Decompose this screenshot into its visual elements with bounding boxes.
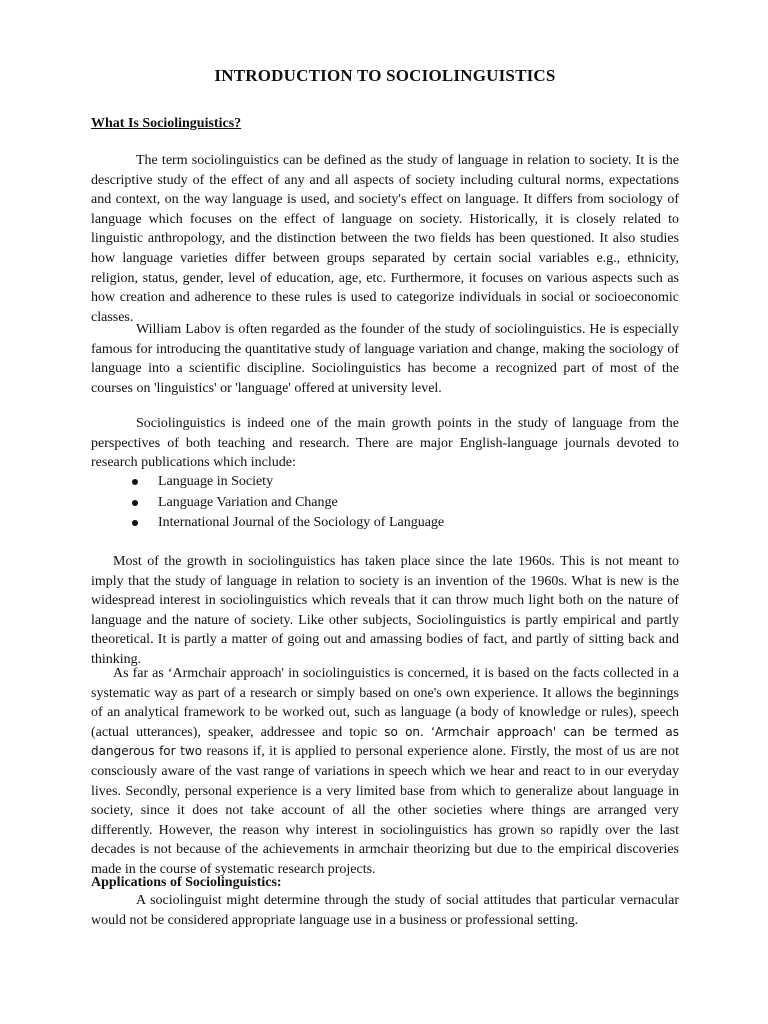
- paragraph-growth-since-1960s: [91, 552, 679, 670]
- list-item: [91, 513, 679, 534]
- paragraph-labov: William Labov is often regarded as the founder of the study of sociolinguistics. He is especially famous for introducing the quantitative study of language variation and change, making the sociology of language into a scientific discipline. Sociolinguistics has become a recognized part of most of the courses on 'linguistics' or 'language' offered at university level.: [91, 322, 679, 396]
- paragraph-armchair-approach: [91, 664, 679, 880]
- bullet-icon: [132, 479, 138, 485]
- journal-name: International Journal of the Sociology of Language: [158, 515, 445, 530]
- journal-name: Language in Society: [158, 474, 274, 489]
- document-title: INTRODUCTION TO SOCIOLINGUISTICS: [214, 66, 556, 85]
- paragraph-applications: A sociolinguist might determine through the study of social attitudes that particular vernacular would not be considered appropriate language use in a business or professional setting.: [91, 893, 679, 928]
- armchair-text-mono: so on. ‘Armchair approach' can be termed as dangerous for two: [91, 724, 679, 759]
- armchair-text-start: As far as ‘Armchair approach' in sociolinguistics is concerned, it is based on the facts collected in a systematic way as part of a research or simply based on one's own experience. It allows the beginnings of an analytical framework to be worked out, such as language (a body of knowledge or rules), speech (actual utterances), speaker, addressee and topic: [91, 666, 679, 740]
- bullet-icon: [132, 500, 138, 506]
- paragraph-definition: The term sociolinguistics can be defined as the study of language in relation to society. It is the descriptive study of the effect of any and all aspects of society including cultural norms, expectations and context, on the way language is used, and society's effect on language. It differs from sociology of language which focuses on the effect of language on society. Historically, it is closely related to linguistic anthropology, and the distinction between the two fields has been questioned. It also studies how language varieties differ between groups separated by certain social variables e.g., ethnicity, religion, status, gender, level of education, age, etc. Furthermore, it focuses on various aspects such as how creation and adherence to these rules is used to categorize individuals in social or socioeconomic classes.: [91, 153, 679, 325]
- journal-name: Language Variation and Change: [158, 494, 338, 510]
- list-item: [91, 472, 679, 493]
- paragraph-growth-points: Sociolinguistics is indeed one of the main growth points in the study of language from the perspectives of both teaching and research. There are major English-language journals devoted to research publications which include:: [91, 416, 679, 471]
- armchair-text-end: reasons if, it is applied to personal experience alone. Firstly, the most of us are not consciously aware of the vast range of variations in speech which we hear and react to in our everyday lives. Secondly, personal experience is a very limited base from which to generalize about language in society, since it does not take account of all the other societies where things are arranged very differently. However, the reason why interest in sociolinguistics has grown so rapidly over the last decades is not because of the achievements in armchair theorizing but due to the empirical discoveries made in the course of systematic research projects.: [91, 744, 679, 877]
- paragraph-growth-text: Most of the growth in sociolinguistics has taken place since the late 1960s. This is not meant to imply that the study of language in relation to society is an invention of the 1960s. What is new is the widespread interest in sociolinguistics which reveals that it can throw much light both on the nature of language and the nature of society. Like other subjects, Sociolinguistics is partly empirical and partly theoretical. It is partly a matter of going out and amassing bodies of fact, and partly of sitting back and thinking.: [91, 554, 679, 667]
- section-heading-applications: Applications of Sociolinguistics:: [91, 875, 282, 890]
- journal-list: [91, 472, 679, 534]
- bullet-icon: [132, 520, 138, 526]
- section-heading-what-is: What Is Sociolinguistics?: [91, 116, 242, 131]
- list-item: [91, 493, 679, 514]
